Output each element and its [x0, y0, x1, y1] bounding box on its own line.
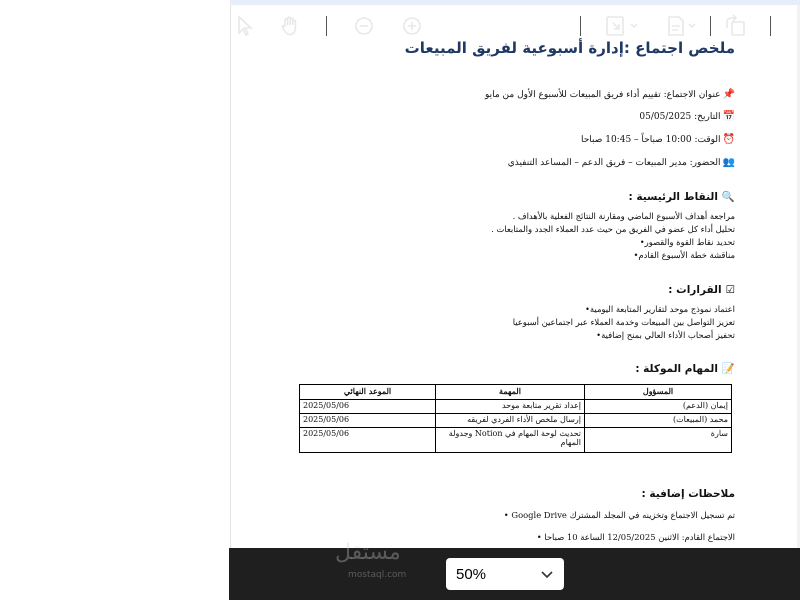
people-icon: 👥 [722, 157, 735, 168]
document-edit-icon: 📝 [721, 363, 735, 375]
page-view-button[interactable] [662, 12, 702, 40]
cell-due: 2025/05/06 [300, 428, 436, 453]
watermark-logo: مستقل [335, 540, 401, 565]
column-header: المسؤول [585, 385, 732, 400]
rotate-button[interactable] [720, 12, 752, 40]
tasks-heading: 📝 المهام الموكلة : [635, 362, 735, 375]
cell-task: إعداد تقرير متابعة موحد [436, 400, 585, 414]
key-points-list [491, 210, 735, 262]
decisions-heading: ☑ القرارات : [668, 284, 735, 296]
checkbox-icon: ☑ [725, 284, 735, 296]
cell-owner: سارة [585, 428, 732, 453]
cell-owner: إيمان (الدعم) [585, 400, 732, 414]
zoom-out-button[interactable] [350, 12, 378, 40]
meta-line-title: 📌 عنوان الاجتماع: تقييم أداء فريق المبيعات للأسبوع الأول من مايو [484, 89, 735, 100]
chevron-down-icon [540, 569, 554, 579]
toolbar-divider [580, 16, 581, 36]
table-row [300, 428, 732, 453]
list-item: تعزيز التواصل بين المبيعات وخدمة العملاء عبر اجتماعين أسبوعيا [512, 317, 735, 327]
toolbar-divider [710, 16, 711, 36]
zoom-out-icon [353, 15, 375, 37]
table-header-row [300, 385, 732, 400]
notes-list [504, 504, 735, 548]
zoom-select[interactable] [446, 558, 564, 590]
viewer-left-margin [0, 0, 230, 548]
cursor-arrow-icon [235, 15, 255, 37]
cell-due: 2025/05/06 [300, 400, 436, 414]
zoom-value: 50% [456, 565, 487, 583]
fit-page-icon [604, 14, 640, 38]
select-tool-button[interactable] [230, 12, 260, 40]
meta-line-attendees: 👥 الحضور: مدير المبيعات – فريق الدعم – المساعد التنفيذي [507, 157, 735, 168]
list-item: تحفيز أصحاب الأداء العالي بمنح إضافية• [596, 330, 735, 340]
pin-icon: 📌 [722, 89, 735, 100]
list-item: تحديد نقاط القوة والقصور• [639, 237, 735, 247]
decisions-list [513, 303, 735, 342]
fit-page-button[interactable] [602, 12, 642, 40]
cell-task: تحديث لوحة المهام في Notion وجدولة المهام [436, 428, 585, 453]
document-page [230, 5, 797, 548]
cell-owner: محمد (المبيعات) [585, 414, 732, 428]
meta-line-time: ⏰ الوقت: 10:00 صباحاً – 10:45 صباحا [580, 134, 735, 145]
cell-task: إرسال ملخص الأداء الفردي لفريقه [436, 414, 585, 428]
list-item: اعتماد نموذج موحد لتقارير المتابعة اليومية• [584, 304, 735, 314]
list-item: تم تسجيل الاجتماع وتخزينه في المجلد المشترك Google Drive • [503, 510, 735, 520]
watermark-domain: mostaql.com [348, 570, 407, 580]
toolbar-divider [770, 16, 771, 36]
list-item: مراجعة أهداف الأسبوع الماضي ومقارنة النتائج الفعلية بالأهداف . [512, 211, 735, 221]
toolbar-divider [326, 16, 327, 36]
zoom-in-button[interactable] [398, 12, 426, 40]
page-title: ملخص اجتماع :إدارة أسبوعية لفريق المبيعات [404, 39, 735, 57]
cell-due: 2025/05/06 [300, 414, 436, 428]
rotate-icon [723, 14, 749, 38]
meta-line-date: 📅 التاريخ: 05/05/2025 [639, 111, 735, 122]
magnifier-icon: 🔍 [721, 191, 735, 203]
notes-heading: ملاحظات إضافية : [641, 488, 735, 500]
hand-icon [279, 15, 301, 37]
tasks-table [299, 384, 732, 453]
list-item: مناقشة خطة الأسبوع القادم• [633, 250, 735, 260]
page-layout-icon [664, 14, 700, 38]
zoom-in-icon [401, 15, 423, 37]
column-header: الموعد النهائي [300, 385, 436, 400]
table-row [300, 414, 732, 428]
column-header: المهمة [436, 385, 585, 400]
calendar-icon: 📅 [722, 111, 735, 122]
list-item: تحليل أداء كل عضو في الفريق من حيث عدد العملاء الجدد والمتابعات . [491, 224, 735, 234]
hand-tool-button[interactable] [276, 12, 304, 40]
key-points-heading: 🔍 النقاط الرئيسية : [628, 190, 735, 203]
alarm-clock-icon: ⏰ [722, 134, 735, 145]
list-item: الاجتماع القادم: الاثنين 12/05/2025 الساعة 10 صباحا • [536, 532, 735, 542]
table-row [300, 400, 732, 414]
